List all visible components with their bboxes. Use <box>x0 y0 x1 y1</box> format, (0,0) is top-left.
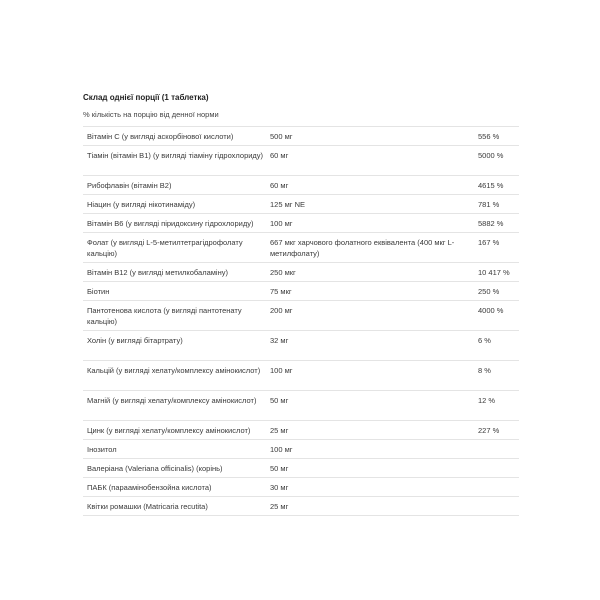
daily-value-percent: 8 % <box>478 361 519 391</box>
daily-value-percent: 227 % <box>478 421 519 440</box>
table-row <box>83 421 519 440</box>
ingredient-name: ПАБК (параамінобензойна кислота) <box>83 478 269 497</box>
table-row <box>83 282 519 301</box>
daily-value-percent: 5882 % <box>478 214 519 233</box>
ingredient-name: Пантотенова кислота (у вигляді пантотенату кальцію) <box>83 301 269 331</box>
table-row <box>83 233 519 263</box>
daily-value-percent: 4000 % <box>478 301 519 331</box>
ingredient-amount: 25 мг <box>269 421 478 440</box>
ingredient-amount: 500 мг <box>269 127 478 146</box>
ingredient-amount: 100 мг <box>269 361 478 391</box>
ingredients-table <box>83 126 519 516</box>
ingredient-amount: 100 мг <box>269 214 478 233</box>
ingredient-amount: 60 мг <box>269 176 478 195</box>
daily-value-percent <box>478 440 519 459</box>
ingredient-amount: 250 мкг <box>269 263 478 282</box>
ingredient-name: Вітамін В6 (у вигляді піридоксину гідрохлориду) <box>83 214 269 233</box>
ingredient-name: Квітки ромашки (Matricaria recutita) <box>83 497 269 516</box>
daily-value-percent: 167 % <box>478 233 519 263</box>
table-row <box>83 478 519 497</box>
ingredient-name: Холін (у вигляді бітартрату) <box>83 331 269 361</box>
ingredient-amount: 25 мг <box>269 497 478 516</box>
daily-value-percent: 12 % <box>478 391 519 421</box>
table-row <box>83 497 519 516</box>
ingredient-name: Ніацин (у вигляді нікотинаміду) <box>83 195 269 214</box>
daily-value-percent <box>478 478 519 497</box>
table-row <box>83 361 519 391</box>
daily-value-note: % кількість на порцію від денної норми <box>83 110 219 119</box>
daily-value-percent <box>478 459 519 478</box>
daily-value-percent: 556 % <box>478 127 519 146</box>
daily-value-percent: 250 % <box>478 282 519 301</box>
table-row <box>83 391 519 421</box>
table-row <box>83 301 519 331</box>
daily-value-percent: 5000 % <box>478 146 519 176</box>
daily-value-percent: 4615 % <box>478 176 519 195</box>
ingredient-amount: 667 мкг харчового фолатного еквівалента (400 мкг L-метилфолату) <box>269 233 478 263</box>
ingredient-name: Цинк (у вигляді хелату/комплексу амінокислот) <box>83 421 269 440</box>
ingredient-name: Інозитол <box>83 440 269 459</box>
table-row <box>83 195 519 214</box>
serving-title: Склад однієї порції (1 таблетка) <box>83 93 209 102</box>
ingredients-table-body <box>83 127 519 516</box>
supplement-facts-panel <box>83 92 519 516</box>
table-row <box>83 331 519 361</box>
ingredient-name: Фолат (у вигляді L-5-метилтетрагідрофолату кальцію) <box>83 233 269 263</box>
ingredient-name: Валеріана (Valeriana officinalis) (корінь) <box>83 459 269 478</box>
daily-value-percent: 781 % <box>478 195 519 214</box>
ingredient-name: Магній (у вигляді хелату/комплексу амінокислот) <box>83 391 269 421</box>
ingredient-amount: 50 мг <box>269 459 478 478</box>
table-row <box>83 263 519 282</box>
ingredient-amount: 100 мг <box>269 440 478 459</box>
table-row <box>83 176 519 195</box>
ingredient-amount: 75 мкг <box>269 282 478 301</box>
ingredient-amount: 30 мг <box>269 478 478 497</box>
daily-value-percent <box>478 497 519 516</box>
ingredient-amount: 50 мг <box>269 391 478 421</box>
ingredient-amount: 60 мг <box>269 146 478 176</box>
table-row <box>83 440 519 459</box>
table-row <box>83 459 519 478</box>
ingredient-name: Вітамін С (у вигляді аскорбінової кислоти) <box>83 127 269 146</box>
daily-value-percent: 10 417 % <box>478 263 519 282</box>
table-row <box>83 214 519 233</box>
table-row <box>83 127 519 146</box>
ingredient-amount: 125 мг NE <box>269 195 478 214</box>
daily-value-percent: 6 % <box>478 331 519 361</box>
ingredient-amount: 32 мг <box>269 331 478 361</box>
ingredient-name: Рибофлавін (вітамін В2) <box>83 176 269 195</box>
table-row <box>83 146 519 176</box>
ingredient-amount: 200 мг <box>269 301 478 331</box>
ingredient-name: Біотин <box>83 282 269 301</box>
ingredient-name: Кальцій (у вигляді хелату/комплексу амінокислот) <box>83 361 269 391</box>
ingredient-name: Вітамін В12 (у вигляді метилкобаламіну) <box>83 263 269 282</box>
ingredient-name: Тіамін (вітамін В1) (у вигляді тіаміну гідрохлориду) <box>83 146 269 176</box>
